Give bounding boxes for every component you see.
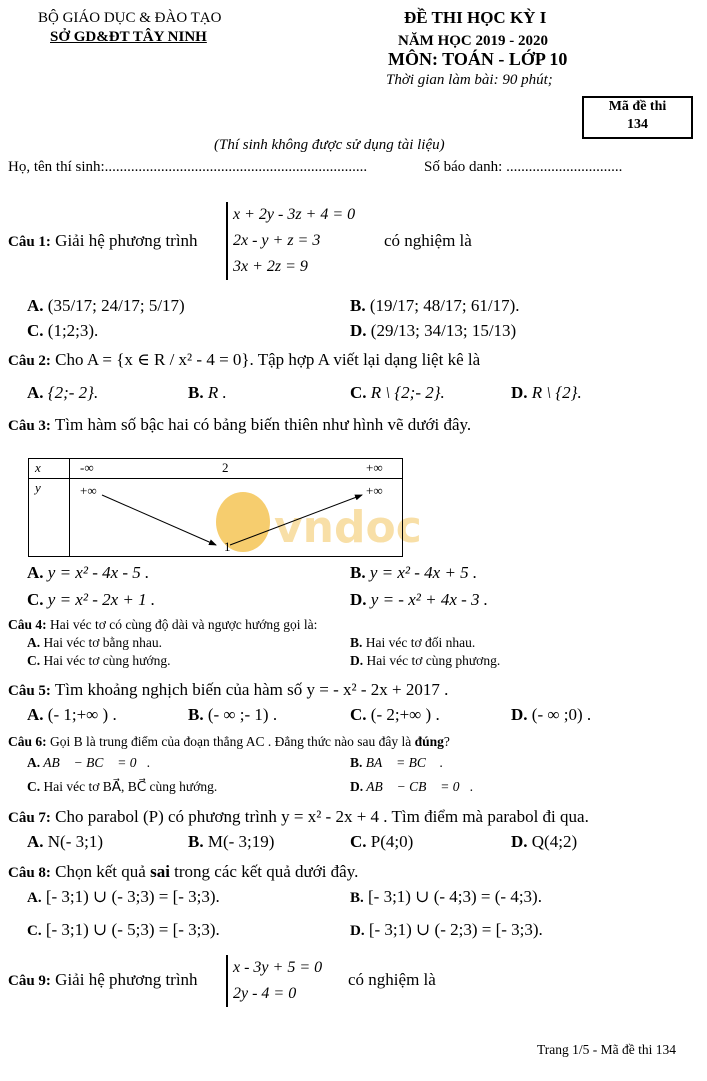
exam-code: 134 xyxy=(627,117,648,132)
ministry: BỘ GIÁO DỤC & ĐÀO TẠO xyxy=(38,10,222,26)
option-5c[interactable]: C. (- 2;+∞ ) . xyxy=(350,705,440,724)
note: (Thí sinh không được sử dụng tài liệu) xyxy=(214,137,445,153)
exam-code-box xyxy=(582,96,693,139)
option-2c[interactable]: C. R \ {2;- 2}. xyxy=(350,383,445,402)
option-4c[interactable]: C. Hai véc tơ cùng hướng. xyxy=(27,653,171,668)
option-8c[interactable]: C. [- 3;1) ∪ (- 5;3) = [- 3;3). xyxy=(27,920,220,939)
question-4: Câu 4: Hai véc tơ có cùng độ dài và ngược hướng gọi là: xyxy=(8,617,318,632)
y-label: y xyxy=(29,479,70,557)
school-year: NĂM HỌC 2019 - 2020 xyxy=(398,33,548,49)
option-8d[interactable]: D. [- 3;1) ∪ (- 2;3) = [- 3;3). xyxy=(350,920,543,939)
option-7b[interactable]: B. M(- 3;19) xyxy=(188,832,275,851)
question-3: Câu 3: Tìm hàm số bậc hai có bảng biến thiên như hình vẽ dưới đây. xyxy=(8,415,472,434)
question-7: Câu 7: Cho parabol (P) có phương trình y = x² - 2x + 4 . Tìm điểm mà parabol đi qua. xyxy=(8,807,589,826)
name-field: Họ, tên thí sinh:...................................................................... xyxy=(8,159,368,175)
variation-arrows xyxy=(70,479,400,557)
x-label: x xyxy=(29,459,70,479)
option-2d[interactable]: D. R \ {2}. xyxy=(511,383,582,402)
option-5d[interactable]: D. (- ∞ ;0) . xyxy=(511,705,592,724)
option-7c[interactable]: C. P(4;0) xyxy=(350,832,414,851)
option-1a[interactable]: A. (35/17; 24/17; 5/17) xyxy=(27,296,185,315)
question-6: Câu 6: Gọi B là trung điểm của đoạn thẳng AC . Đẳng thức nào sau đây là đúng? xyxy=(8,734,450,749)
department: SỞ GD&ĐT TÂY NINH xyxy=(50,29,207,45)
option-7a[interactable]: A. N(- 3;1) xyxy=(27,832,104,851)
option-6b[interactable]: B. BA⃗ = BC⃗ . xyxy=(350,755,444,770)
question-2: Câu 2: Cho A = {x ∈ R / x² - 4 = 0}. Tập hợp A viết lại dạng liệt kê là xyxy=(8,350,481,369)
option-1b[interactable]: B. (19/17; 48/17; 61/17). xyxy=(350,296,520,315)
variation-table xyxy=(28,458,403,557)
page-footer: Trang 1/5 - Mã đề thi 134 xyxy=(537,1042,676,1057)
option-3b[interactable]: B. y = x² - 4x + 5 . xyxy=(350,563,478,582)
option-4b[interactable]: B. Hai véc tơ đối nhau. xyxy=(350,635,476,650)
option-8a[interactable]: A. [- 3;1) ∪ (- 3;3) = [- 3;3). xyxy=(27,887,220,906)
duration: Thời gian làm bài: 90 phút; xyxy=(386,72,553,88)
y-row: +∞ 1 +∞ xyxy=(70,479,403,557)
question-1-suffix: có nghiệm là xyxy=(384,231,472,250)
exam-title: ĐỀ THI HỌC KỲ I xyxy=(404,8,547,27)
question-5: Câu 5: Tìm khoảng nghịch biến của hàm số y = - x² - 2x + 2017 . xyxy=(8,680,449,699)
option-5a[interactable]: A. (- 1;+∞ ) . xyxy=(27,705,117,724)
question-8: Câu 8: Chọn kết quả sai trong các kết quả dưới đây. xyxy=(8,862,359,881)
option-4a[interactable]: A. Hai véc tơ bằng nhau. xyxy=(27,635,162,650)
option-3a[interactable]: A. y = x² - 4x - 5 . xyxy=(27,563,150,582)
option-1d[interactable]: D. (29/13; 34/13; 15/13) xyxy=(350,321,517,340)
subject: MÔN: TOÁN - LỚP 10 xyxy=(388,49,568,69)
option-3c[interactable]: C. y = x² - 2x + 1 . xyxy=(27,590,156,609)
x-row: -∞ 2 +∞ xyxy=(70,459,403,479)
option-6a[interactable]: A. AB⃗ − BC⃗ = 0⃗. xyxy=(27,755,151,770)
question-1: Câu 1: Giải hệ phương trình xyxy=(8,231,198,250)
option-2a[interactable]: A. {2;- 2}. xyxy=(27,383,99,402)
option-1c[interactable]: C. (1;2;3). xyxy=(27,321,99,340)
equation-system-1: x + 2y - 3z + 4 = 0 2x - y + z = 3 3x + 2z = 9 xyxy=(226,202,355,280)
option-7d[interactable]: D. Q(4;2) xyxy=(511,832,578,851)
option-8b[interactable]: B. [- 3;1) ∪ (- 4;3) = (- 4;3). xyxy=(350,887,542,906)
equation-system-9: x - 3y + 5 = 0 2y - 4 = 0 xyxy=(226,955,322,1007)
option-6c[interactable]: C. Hai véc tơ BA⃗, BC⃗ cùng hướng. xyxy=(27,779,218,794)
option-6d[interactable]: D. AB⃗ − CB⃗ = 0⃗. xyxy=(350,779,474,794)
watermark-logo: vndoc xyxy=(274,502,422,553)
id-field: Số báo danh: ............................... xyxy=(424,159,623,175)
exam-code-label: Mã đề thi xyxy=(608,99,667,114)
option-2b[interactable]: B. R . xyxy=(188,383,227,402)
question-9: Câu 9: Giải hệ phương trình xyxy=(8,970,198,989)
question-9-suffix: có nghiệm là xyxy=(348,970,436,989)
option-5b[interactable]: B. (- ∞ ;- 1) . xyxy=(188,705,278,724)
option-4d[interactable]: D. Hai véc tơ cùng phương. xyxy=(350,653,501,668)
option-3d[interactable]: D. y = - x² + 4x - 3 . xyxy=(350,590,489,609)
